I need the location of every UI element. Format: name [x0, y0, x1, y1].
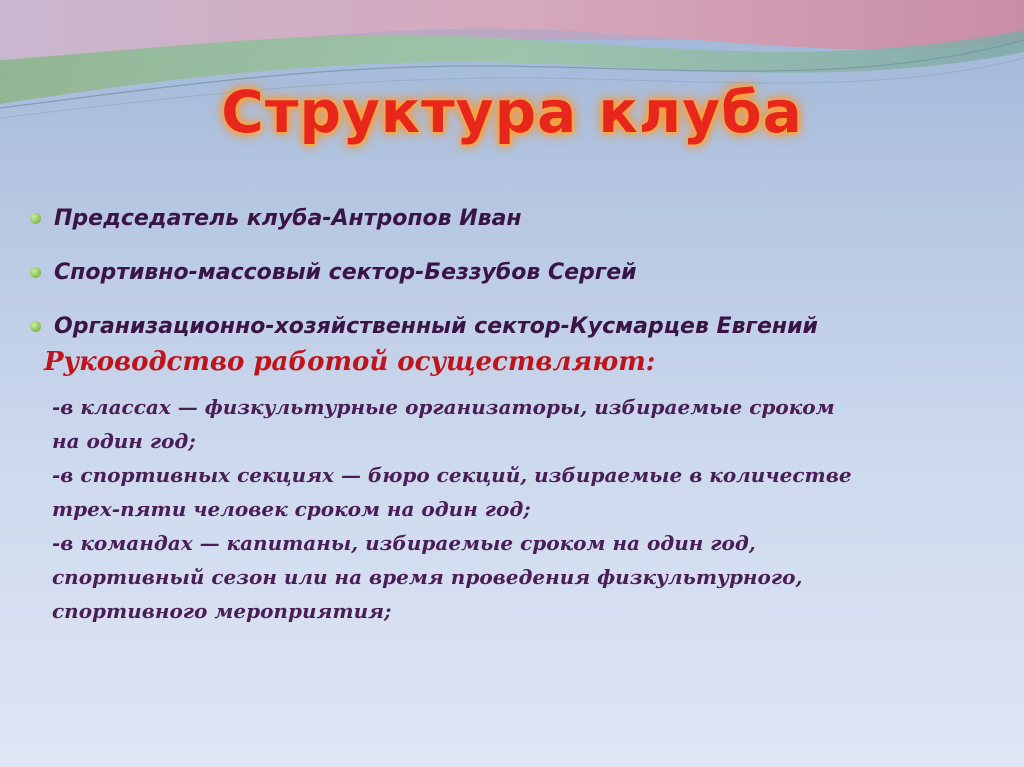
body-line: трех-пяти человек сроком на один год; [52, 497, 531, 521]
body-line: -в спортивных секциях — бюро секций, избираемые в количестве [52, 463, 852, 487]
body-line: -в командах — капитаны, избираемые сроком на один год, [52, 531, 756, 555]
green-bullet-dot-icon [30, 213, 41, 224]
bullet-text: Спортивно-массовый сектор-Беззубов Сергей [54, 260, 637, 285]
body-line: на один год; [52, 429, 196, 453]
slide-title: Структура клуба [221, 78, 803, 146]
leadership-subheading: Руководство работой осуществляют: [44, 347, 656, 377]
green-bullet-dot-icon [30, 321, 41, 332]
body-line: спортивного мероприятия; [52, 599, 392, 623]
bullet-list [30, 196, 1010, 358]
body-line: -в классах — физкультурные организаторы, избираемые сроком [52, 395, 835, 419]
bullet-item-sports-sector [30, 250, 1010, 304]
green-bullet-dot-icon [30, 267, 41, 278]
body-line: спортивный сезон или на время проведения физкультурного, [52, 565, 803, 589]
leadership-description [52, 390, 1012, 628]
bullet-text: Председатель клуба-Антропов Иван [54, 206, 522, 231]
bullet-item-chairman [30, 196, 1010, 250]
bullet-text: Организационно-хозяйственный сектор-Кусмарцев Евгений [54, 314, 818, 339]
